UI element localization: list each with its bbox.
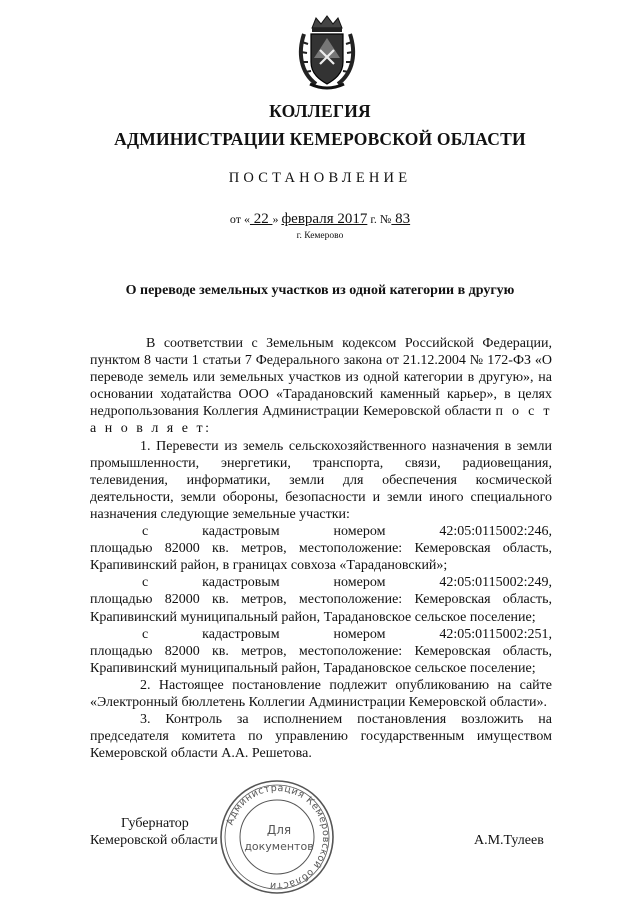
document-subject: О переводе земельных участков из одной категории в другую bbox=[125, 283, 515, 298]
header-administration: АДМИНИСТРАЦИИ КЕМЕРОВСКОЙ ОБЛАСТИ bbox=[114, 129, 526, 149]
parcel-2-header: с кадастровым номером 42:05:0115002:249, bbox=[142, 575, 552, 591]
parcel-1-number: 42:05:0115002:246, bbox=[439, 524, 552, 540]
coat-of-arms-emblem bbox=[296, 14, 358, 92]
official-stamp bbox=[218, 778, 336, 896]
document-number: 83 bbox=[391, 211, 411, 227]
date-suffix: г. № bbox=[367, 212, 392, 226]
signatory-title-2: Кемеровской области bbox=[90, 833, 218, 848]
parcel-1-header: с кадастровым номером 42:05:0115002:246, bbox=[142, 524, 552, 540]
item-1: 1. Перевести из земель сельскохозяйственного назначения в земли промышленности, энергетики, транспорта, связи, радиовещания, телевидения, информатики, земли для обеспечения космической деятельности, земли обороны, безопасности и земли иного специального назначения следующие земельные участки: bbox=[90, 438, 552, 522]
stamp-center-line1: Для bbox=[266, 823, 292, 837]
parcel-2-number: 42:05:0115002:249, bbox=[439, 575, 552, 591]
stamp-center-line2: документов bbox=[244, 840, 314, 853]
item-2: 2. Настоящее постановление подлежит опубликованию на сайте «Электронный бюллетень Коллегии Администрации Кемеровской области». bbox=[90, 677, 552, 710]
resolves-word: п о с т а н о в л я е т: bbox=[90, 404, 553, 437]
document-type: ПОСТАНОВЛЕНИЕ bbox=[228, 170, 412, 186]
seal-stamp-icon bbox=[218, 778, 336, 896]
date-prefix: от « bbox=[229, 212, 250, 226]
date-day: 22 bbox=[249, 211, 273, 227]
stamp-ring-text: Администрация Кемеровской области bbox=[224, 782, 332, 892]
document-body bbox=[90, 335, 552, 762]
kemerovo-coat-of-arms-icon bbox=[296, 14, 358, 92]
parcel-3-number: 42:05:0115002:251, bbox=[439, 626, 552, 642]
dateline bbox=[0, 211, 640, 228]
parcel-3-text: площадью 82000 кв. метров, местоположение: Кемеровская область, Крапивинский муниципальный район, Тарадановское сельское поселение; bbox=[90, 643, 552, 676]
header-collegium: КОЛЛЕГИЯ bbox=[269, 101, 371, 121]
signatory-title-1: Губернатор bbox=[121, 816, 189, 831]
parcel-3-header: с кадастровым номером 42:05:0115002:251, bbox=[142, 626, 552, 642]
date-month-year: февраля 2017 bbox=[281, 211, 368, 227]
preamble: В соответствии с Земельным кодексом Российской Федерации, пунктом 8 части 1 статьи 7 Федерального закона от 21.12.2004 № 172-ФЗ «О переводе земель или земельных участков из одной категории в другую», на основании ходатайства ООО «Тарадановский каменный карьер», в целях недропользования Коллегия Администрации Кемеровской области п о с т а н о в л я е т: bbox=[90, 336, 553, 437]
signatory-name: А.М.Тулеев bbox=[474, 833, 544, 848]
city: г. Кемерово bbox=[296, 231, 344, 241]
item-3: 3. Контроль за исполнением постановления возложить на председателя комитета по управлению государственным имуществом Кемеровской области А.А. Решетова. bbox=[90, 712, 552, 762]
date-mid: » bbox=[272, 212, 282, 226]
parcel-2-text: площадью 82000 кв. метров, местоположение: Кемеровская область, Крапивинский муниципальный район, Тарадановское сельское поселение; bbox=[90, 592, 552, 625]
parcel-1-text: площадью 82000 кв. метров, местоположение: Кемеровская область, Крапивинский район, в границах совхоза «Тарадановский»; bbox=[90, 541, 552, 574]
